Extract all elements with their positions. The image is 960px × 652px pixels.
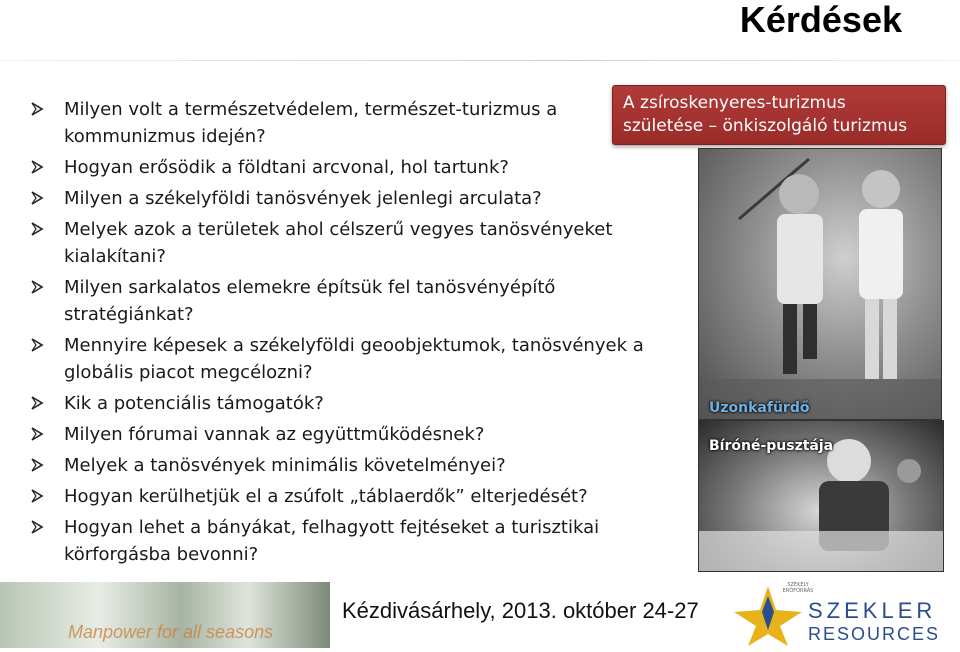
photo-uzonkafurdo: [698, 148, 942, 420]
callout-line-1: A zsíroskenyeres-turizmus: [623, 93, 846, 113]
arrow-bullet-icon: [30, 458, 44, 472]
question-list: [24, 96, 664, 572]
question-text: Kik a potenciális támogatók?: [64, 393, 324, 414]
footer-slogan: Manpower for all seasons: [68, 622, 274, 642]
logo-tiny-text: SZÉKELY ERŐFORRÁS: [782, 582, 814, 594]
arrow-bullet-icon: [30, 102, 44, 116]
question-item: [24, 185, 664, 212]
question-text: Melyek a tanösvények minimális követelményei?: [64, 455, 506, 476]
arrow-bullet-icon: [30, 396, 44, 410]
photo-caption-bottom: Bíróné-pusztája: [709, 438, 834, 454]
question-text: Milyen fórumai vannak az együttműködésnek?: [64, 424, 485, 445]
photo-caption-top: Uzonkafürdő: [709, 400, 810, 416]
slide-title: Kérdések: [739, 0, 902, 40]
arrow-bullet-icon: [30, 222, 44, 236]
szekler-resources-logo: [728, 582, 948, 648]
question-text: Melyek azok a területek ahol célszerű vegyes tanösvényeket kialakítani?: [64, 219, 613, 267]
callout-box: [612, 85, 946, 145]
title-divider: [0, 60, 960, 61]
question-item: [24, 390, 664, 417]
event-info: Kézdivásárhely, 2013. október 24-27: [342, 598, 699, 623]
question-item: [24, 274, 664, 328]
logo-name: SZEKLER: [808, 598, 937, 623]
question-item: [24, 483, 664, 510]
question-item: [24, 96, 664, 150]
question-text: Milyen sarkalatos elemekre építsük fel tanösvényépítő stratégiánkat?: [64, 277, 556, 325]
callout-line-2: születése – önkiszolgáló turizmus: [623, 116, 908, 136]
arrow-bullet-icon: [30, 191, 44, 205]
question-item: [24, 216, 664, 270]
arrow-bullet-icon: [30, 489, 44, 503]
question-item: [24, 514, 664, 568]
arrow-bullet-icon: [30, 338, 44, 352]
question-item: [24, 421, 664, 448]
question-item: [24, 154, 664, 181]
question-text: Hogyan kerülhetjük el a zsúfolt „táblaerdők” elterjedését?: [64, 486, 588, 507]
arrow-bullet-icon: [30, 520, 44, 534]
boys-photo-illustration: [699, 149, 941, 419]
arrow-bullet-icon: [30, 427, 44, 441]
question-item: [24, 332, 664, 386]
question-item: [24, 452, 664, 479]
question-text: Milyen volt a természetvédelem, természet-turizmus a kommunizmus idején?: [64, 99, 558, 147]
logo-subtitle: RESOURCES: [808, 624, 941, 644]
question-text: Hogyan lehet a bányákat, felhagyott fejtéseket a turisztikai körforgásba bevonni?: [64, 517, 600, 565]
photo-birone-pusztaja: [698, 420, 944, 572]
question-text: Hogyan erősödik a földtani arcvonal, hol tartunk?: [64, 157, 509, 178]
question-text: Mennyire képesek a székelyföldi geoobjektumok, tanösvények a globális piacot megcélozni?: [64, 335, 644, 383]
arrow-bullet-icon: [30, 280, 44, 294]
arrow-bullet-icon: [30, 160, 44, 174]
question-text: Milyen a székelyföldi tanösvények jelenlegi arculata?: [64, 188, 542, 209]
